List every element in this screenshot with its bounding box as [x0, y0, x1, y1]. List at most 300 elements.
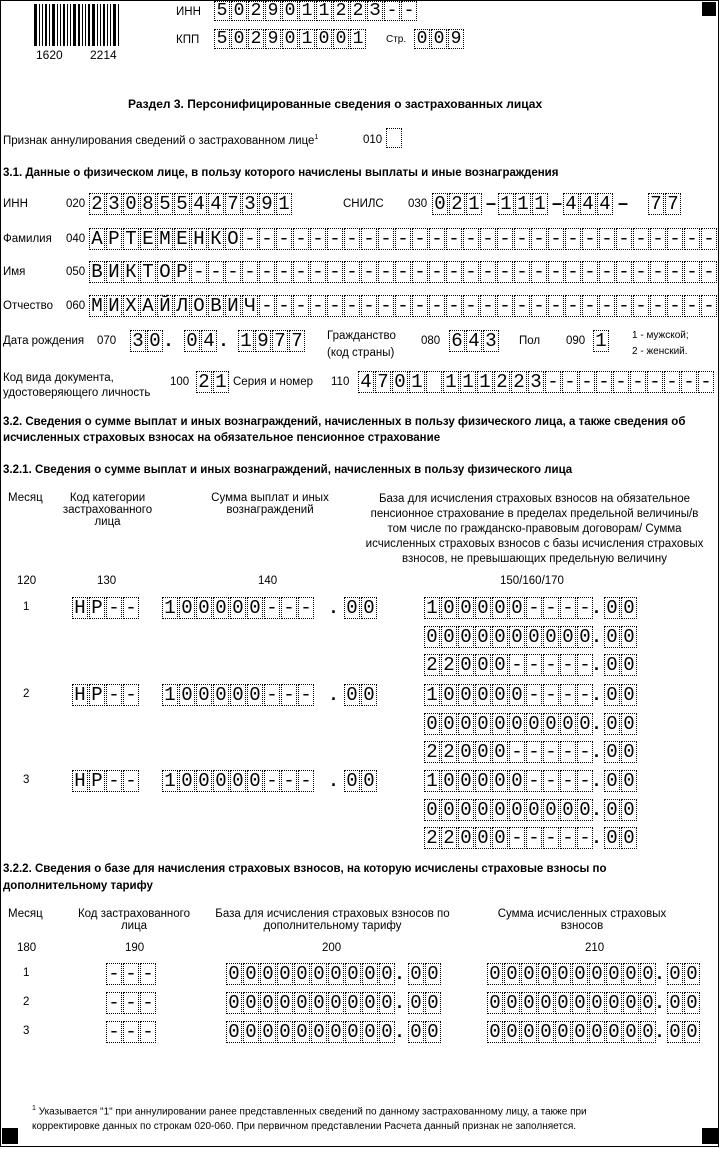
char-cell: 1 — [316, 1, 332, 21]
char-cell: 7 — [375, 371, 391, 393]
char-cell: 0 — [538, 992, 554, 1014]
dob-label: Дата рождения — [3, 335, 85, 347]
char-cell: 0 — [311, 1021, 327, 1043]
decimal-point: . — [331, 597, 337, 617]
char-cell: О — [191, 295, 207, 317]
char-cell: В — [208, 295, 224, 317]
char-cell: - — [378, 295, 394, 317]
char-cell: 0 — [458, 597, 474, 619]
char-cell: 0 — [604, 597, 620, 619]
char-cell: 0 — [623, 963, 639, 985]
char-cell: - — [463, 261, 479, 283]
char-cell: 0 — [243, 1021, 259, 1043]
char-cell: Н — [72, 684, 88, 706]
char-cell: И — [225, 295, 241, 317]
char-cell: 0 — [621, 770, 637, 792]
char-cell: 0 — [344, 597, 360, 619]
char-cell: 0 — [458, 654, 474, 676]
char-cell: 4 — [597, 193, 613, 215]
char-cell: 9 — [265, 1, 281, 21]
char-cell: - — [497, 261, 513, 283]
char-cell: 0 — [230, 597, 246, 619]
char-cell: 1 — [593, 330, 609, 352]
s322-col-month: Месяц — [8, 908, 43, 920]
s321-row-base-int[interactable] — [424, 827, 594, 849]
s322-row-month: 2 — [23, 996, 30, 1008]
char-cell: 0 — [458, 713, 474, 735]
char-cell: - — [577, 597, 593, 619]
char-cell: 0 — [458, 684, 474, 706]
s321-row-sum-int[interactable] — [162, 597, 315, 619]
s32-title-line2: исчисленных страховых взносах на обязательное пенсионное страхование — [3, 432, 441, 444]
char-cell: 0 — [667, 992, 683, 1014]
s321-row-category[interactable] — [72, 684, 140, 706]
char-cell: - — [543, 827, 559, 849]
char-cell: 0 — [431, 29, 447, 49]
char-cell: 0 — [345, 1021, 361, 1043]
registration-mark — [702, 1128, 718, 1144]
char-cell: 0 — [123, 193, 139, 215]
s321-row-sum-int[interactable] — [162, 684, 315, 706]
s321-row-base-int[interactable] — [424, 799, 594, 821]
name-cells[interactable] — [89, 261, 718, 283]
char-cell: 0 — [492, 713, 508, 735]
char-cell: 0 — [475, 799, 491, 821]
char-cell: 7 — [225, 193, 241, 215]
decimal-point: . — [594, 684, 600, 704]
char-cell: - — [514, 228, 530, 250]
s322-row-base-dec[interactable] — [408, 992, 442, 1014]
char-cell: 1 — [409, 371, 425, 393]
inn-code: 020 — [66, 198, 86, 210]
char-cell: - — [412, 295, 428, 317]
char-cell: - — [123, 1021, 139, 1043]
s321-row-sum-dec[interactable] — [344, 597, 378, 619]
char-cell: Е — [174, 228, 190, 250]
char-cell: - — [577, 654, 593, 676]
char-cell: 0 — [260, 963, 276, 985]
s321-row-base-int[interactable] — [424, 597, 594, 619]
char-cell: 0 — [328, 963, 344, 985]
char-cell: - — [577, 684, 593, 706]
char-cell: 1 — [213, 371, 229, 393]
s321-row-base-dec[interactable] — [604, 799, 638, 821]
char-cell: 0 — [509, 684, 525, 706]
sex-cells[interactable] — [593, 330, 610, 352]
char-cell: - — [599, 295, 615, 317]
s321-row-base-dec[interactable] — [604, 597, 638, 619]
char-cell: - — [514, 261, 530, 283]
char-cell: - — [106, 963, 122, 985]
char-cell: 0 — [621, 626, 637, 648]
char-cell: - — [412, 228, 428, 250]
char-cell: - — [543, 741, 559, 763]
char-cell: 2 — [248, 1, 264, 21]
dob-day-cells[interactable] — [130, 330, 164, 352]
decimal-point: . — [397, 963, 403, 983]
s322-row-sum-int[interactable] — [487, 1021, 657, 1043]
char-cell: 1 — [424, 597, 440, 619]
char-cell: 0 — [487, 963, 503, 985]
s321-row-base-int[interactable] — [424, 741, 594, 763]
char-cell: 9 — [255, 330, 271, 352]
char-cell: - — [361, 261, 377, 283]
char-cell: 2 — [424, 741, 440, 763]
char-cell: - — [310, 295, 326, 317]
char-cell: Н — [72, 597, 88, 619]
char-cell: 0 — [543, 799, 559, 821]
char-cell: 3 — [483, 330, 499, 352]
snils-part3-cells[interactable] — [563, 193, 614, 215]
char-cell: 0 — [213, 770, 229, 792]
name-code: 050 — [66, 266, 86, 278]
char-cell: - — [577, 741, 593, 763]
char-cell: Т — [140, 261, 156, 283]
char-cell: 0 — [243, 963, 259, 985]
sex-label: Пол — [519, 335, 541, 347]
char-cell: - — [599, 261, 615, 283]
char-cell: 3 — [242, 193, 258, 215]
decimal-point: . — [657, 1021, 663, 1041]
char-cell: - — [293, 228, 309, 250]
s322-row-base-int[interactable] — [226, 963, 396, 985]
decimal-point: . — [594, 770, 600, 790]
char-cell: А — [89, 228, 105, 250]
char-cell: 0 — [621, 741, 637, 763]
s321-row-base-dec[interactable] — [604, 827, 638, 849]
s321-col-sum: Сумма выплат и иных вознаграждений — [211, 492, 329, 516]
char-cell: 0 — [492, 597, 508, 619]
char-cell: 0 — [179, 770, 195, 792]
s321-row-base-int[interactable] — [424, 770, 594, 792]
annul-cells[interactable] — [386, 128, 403, 150]
s322-col-code: Код застрахованного лица — [77, 908, 191, 932]
char-cell: - — [497, 228, 513, 250]
char-cell: 0 — [213, 684, 229, 706]
char-cell: - — [667, 261, 683, 283]
char-cell: - — [208, 261, 224, 283]
s321-row-sum-dec[interactable] — [344, 684, 378, 706]
dob-month-cells[interactable] — [184, 330, 218, 352]
char-cell: 0 — [361, 597, 377, 619]
citizenship-sublabel: (код страны) — [327, 347, 395, 359]
char-cell: - — [509, 827, 525, 849]
doc-label: Код вида документа, — [3, 372, 114, 384]
s322-row-sum-dec[interactable] — [667, 1021, 701, 1043]
decimal-point: . — [594, 741, 600, 761]
char-cell: 0 — [504, 1021, 520, 1043]
char-cell: - — [327, 261, 343, 283]
s321-row-category[interactable] — [72, 597, 140, 619]
char-cell: 0 — [294, 992, 310, 1014]
char-cell: 1 — [424, 770, 440, 792]
char-cell: И — [106, 261, 122, 283]
char-cell: 0 — [543, 713, 559, 735]
char-cell: 0 — [684, 992, 700, 1014]
sex-note-male: 1 - мужской; — [632, 330, 689, 341]
char-cell: - — [378, 261, 394, 283]
char-cell: - — [701, 261, 717, 283]
char-cell: 0 — [328, 992, 344, 1014]
char-cell: О — [225, 228, 241, 250]
s322-title: 3.2.2. Сведения о базе для начисления страховых взносов, на которую исчислены страховые взносы по — [3, 863, 607, 875]
s321-code-month: 120 — [17, 575, 37, 587]
char-cell: - — [526, 770, 542, 792]
char-cell: - — [429, 228, 445, 250]
char-cell: 0 — [392, 371, 408, 393]
citizenship-label: Гражданство — [327, 330, 396, 342]
char-cell: 0 — [572, 992, 588, 1014]
char-cell: 0 — [441, 626, 457, 648]
s321-row-base-int[interactable] — [424, 713, 594, 735]
char-cell: 0 — [179, 597, 195, 619]
s322-row-base-int[interactable] — [226, 1021, 396, 1043]
series-cells[interactable] — [358, 371, 715, 393]
char-cell: 0 — [623, 992, 639, 1014]
s322-code-sum: 210 — [585, 942, 605, 954]
s321-row-category[interactable] — [72, 770, 140, 792]
char-cell: - — [560, 827, 576, 849]
s322-row-code[interactable] — [106, 992, 157, 1014]
char-cell: 0 — [226, 1021, 242, 1043]
char-cell: 0 — [379, 992, 395, 1014]
char-cell: - — [378, 228, 394, 250]
s321-row-base-dec[interactable] — [604, 713, 638, 735]
char-cell: - — [446, 261, 462, 283]
char-cell: - — [616, 261, 632, 283]
s322-row-code[interactable] — [106, 1021, 157, 1043]
char-cell: - — [344, 295, 360, 317]
s321-row-sum-dec[interactable] — [344, 770, 378, 792]
citizenship-cells[interactable] — [449, 330, 500, 352]
inn-cells[interactable] — [89, 193, 293, 215]
s321-row-base-dec[interactable] — [604, 626, 638, 648]
char-cell: 0 — [475, 654, 491, 676]
char-cell: 1 — [477, 371, 493, 393]
char-cell: - — [259, 261, 275, 283]
char-cell: - — [667, 228, 683, 250]
s322-row-sum-dec[interactable] — [667, 992, 701, 1014]
char-cell: 0 — [294, 1021, 310, 1043]
char-cell: - — [276, 228, 292, 250]
patronymic-cells[interactable] — [89, 295, 718, 317]
char-cell: - — [526, 827, 542, 849]
char-cell: - — [565, 261, 581, 283]
char-cell: 0 — [147, 330, 163, 352]
surname-cells[interactable] — [89, 228, 718, 250]
char-cell: - — [106, 992, 122, 1014]
char-cell: Е — [140, 228, 156, 250]
char-cell: Р — [89, 597, 105, 619]
char-cell: - — [560, 684, 576, 706]
s321-row-base-int[interactable] — [424, 654, 594, 676]
char-cell: - — [582, 228, 598, 250]
char-cell: 0 — [623, 1021, 639, 1043]
s322-row-base-dec[interactable] — [408, 1021, 442, 1043]
char-cell: - — [106, 1021, 122, 1043]
char-cell: 7 — [289, 330, 305, 352]
snils-part1-cells[interactable] — [432, 193, 483, 215]
char-cell: - — [684, 295, 700, 317]
sex-note-female: 2 - женский. — [632, 346, 688, 357]
footnote-line1: $^1$ Указывается "1" при аннулировании ранее представленных сведений по данному застрахованному лицу, а также при — [32, 1105, 587, 1118]
s321-row-base-dec[interactable] — [604, 654, 638, 676]
header-inn-cells — [214, 1, 418, 23]
char-cell: 1 — [350, 29, 366, 49]
char-cell: 0 — [260, 992, 276, 1014]
char-cell: - — [681, 371, 697, 393]
char-cell: 8 — [140, 193, 156, 215]
s322-row-sum-dec[interactable] — [667, 963, 701, 985]
char-cell: 1 — [532, 193, 548, 215]
char-cell: 0 — [606, 1021, 622, 1043]
decimal-point: . — [657, 992, 663, 1012]
page-number-cells — [414, 29, 465, 51]
char-cell: 0 — [425, 1021, 441, 1043]
char-cell: 0 — [621, 597, 637, 619]
char-cell: 0 — [572, 963, 588, 985]
char-cell: 9 — [265, 29, 281, 49]
char-cell: 0 — [555, 992, 571, 1014]
s322-row-sum-int[interactable] — [487, 992, 657, 1014]
char-cell: 0 — [345, 992, 361, 1014]
char-cell: - — [259, 228, 275, 250]
char-cell: 0 — [408, 992, 424, 1014]
s321-row-sum-int[interactable] — [162, 770, 315, 792]
char-cell: - — [543, 684, 559, 706]
char-cell: 3 — [106, 193, 122, 215]
char-cell: Л — [174, 295, 190, 317]
char-cell: 0 — [555, 963, 571, 985]
char-cell: 1 — [238, 330, 254, 352]
char-cell: 0 — [604, 799, 620, 821]
char-cell: 1 — [460, 371, 476, 393]
s321-row-month: 3 — [23, 774, 30, 786]
s321-row-base-int[interactable] — [424, 684, 594, 706]
char-cell: 0 — [247, 684, 263, 706]
char-cell: - — [616, 228, 632, 250]
s322-row-base-int[interactable] — [226, 992, 396, 1014]
decimal-point: . — [594, 597, 600, 617]
char-cell: 0 — [509, 770, 525, 792]
char-cell: - — [664, 371, 680, 393]
char-cell: 2 — [424, 827, 440, 849]
char-cell: 0 — [424, 626, 440, 648]
char-cell: 0 — [492, 684, 508, 706]
char-cell: - — [582, 261, 598, 283]
s321-col-base: База для исчисления страховых взносов на обязательное пенсионное страхование в пределах предельной величины/в том числе по гражданско-правовым договорам/ Сумма исчисленных страховых взносов с базы исчисления страховых взносов, не превышающих предельную величину — [365, 493, 704, 565]
char-cell: - — [264, 770, 280, 792]
char-cell: 0 — [589, 1021, 605, 1043]
char-cell: 0 — [521, 963, 537, 985]
char-cell: 0 — [196, 684, 212, 706]
char-cell: - — [429, 295, 445, 317]
char-cell: - — [361, 295, 377, 317]
snils-part4-cells[interactable] — [648, 193, 682, 215]
char-cell: 2 — [424, 654, 440, 676]
char-cell: 0 — [604, 741, 620, 763]
char-cell: - — [526, 741, 542, 763]
char-cell: - — [225, 261, 241, 283]
registration-mark — [2, 1128, 18, 1144]
snils-part2-cells[interactable] — [498, 193, 549, 215]
char-cell: 0 — [441, 597, 457, 619]
s321-row-base-dec[interactable] — [604, 741, 638, 763]
char-cell: - — [497, 295, 513, 317]
char-cell: 0 — [458, 741, 474, 763]
char-cell: 0 — [226, 992, 242, 1014]
char-cell: 2 — [248, 29, 264, 49]
char-cell: 0 — [521, 1021, 537, 1043]
char-cell: - — [698, 371, 714, 393]
dob-code: 070 — [97, 335, 117, 347]
s322-col-sum: Сумма исчисленных страховых взносов — [497, 908, 667, 932]
s322-row-code[interactable] — [106, 963, 157, 985]
char-cell: 2 — [441, 654, 457, 676]
char-cell: 9 — [259, 193, 275, 215]
char-cell: 1 — [443, 371, 459, 393]
char-cell: - — [310, 261, 326, 283]
s322-row-sum-int[interactable] — [487, 963, 657, 985]
char-cell: 0 — [361, 770, 377, 792]
char-cell: И — [106, 295, 122, 317]
decimal-point: . — [331, 684, 337, 704]
doc-cells[interactable] — [196, 371, 230, 393]
s321-title: 3.2.1. Сведения о сумме выплат и иных вознаграждений, начисленных в пользу физического лица — [3, 464, 573, 476]
char-cell: 0 — [621, 799, 637, 821]
s321-row-month: 1 — [23, 601, 30, 613]
char-cell: 0 — [509, 713, 525, 735]
s322-row-base-dec[interactable] — [408, 963, 442, 985]
char-cell: 4 — [201, 330, 217, 352]
char-cell: 0 — [424, 799, 440, 821]
s321-row-base-dec[interactable] — [604, 770, 638, 792]
char-cell: 0 — [179, 684, 195, 706]
char-cell: - — [562, 371, 578, 393]
s321-row-base-dec[interactable] — [604, 684, 638, 706]
char-cell: 4 — [563, 193, 579, 215]
char-cell: О — [157, 261, 173, 283]
char-cell: 0 — [560, 626, 576, 648]
s321-row-base-int[interactable] — [424, 626, 594, 648]
char-cell: - — [281, 597, 297, 619]
char-cell: - — [276, 261, 292, 283]
char-cell: 6 — [449, 330, 465, 352]
char-cell: 5 — [174, 193, 190, 215]
s32-title: 3.2. Сведения о сумме выплат и иных вознаграждений, начисленных в пользу физического лица, а также сведения об — [3, 416, 686, 428]
char-cell: 0 — [282, 1, 298, 21]
char-cell: 0 — [425, 992, 441, 1014]
char-cell: 2 — [441, 827, 457, 849]
char-cell: - — [259, 295, 275, 317]
char-cell: 2 — [494, 371, 510, 393]
header-inn-label: ИНН — [176, 6, 201, 18]
registration-mark — [702, 2, 716, 16]
char-cell: - — [310, 228, 326, 250]
dob-year-cells[interactable] — [238, 330, 306, 352]
char-cell: 3 — [130, 330, 146, 352]
char-cell: - — [633, 295, 649, 317]
char-cell: 0 — [231, 29, 247, 49]
char-cell: 0 — [621, 654, 637, 676]
char-cell: 0 — [311, 963, 327, 985]
decimal-point: . — [331, 770, 337, 790]
char-cell: 0 — [475, 770, 491, 792]
char-cell: 0 — [526, 713, 542, 735]
char-cell: 0 — [243, 992, 259, 1014]
char-cell: 5 — [157, 193, 173, 215]
annul-label: Признак аннулирования сведений о застрахованном лице$^1$ — [3, 134, 319, 147]
